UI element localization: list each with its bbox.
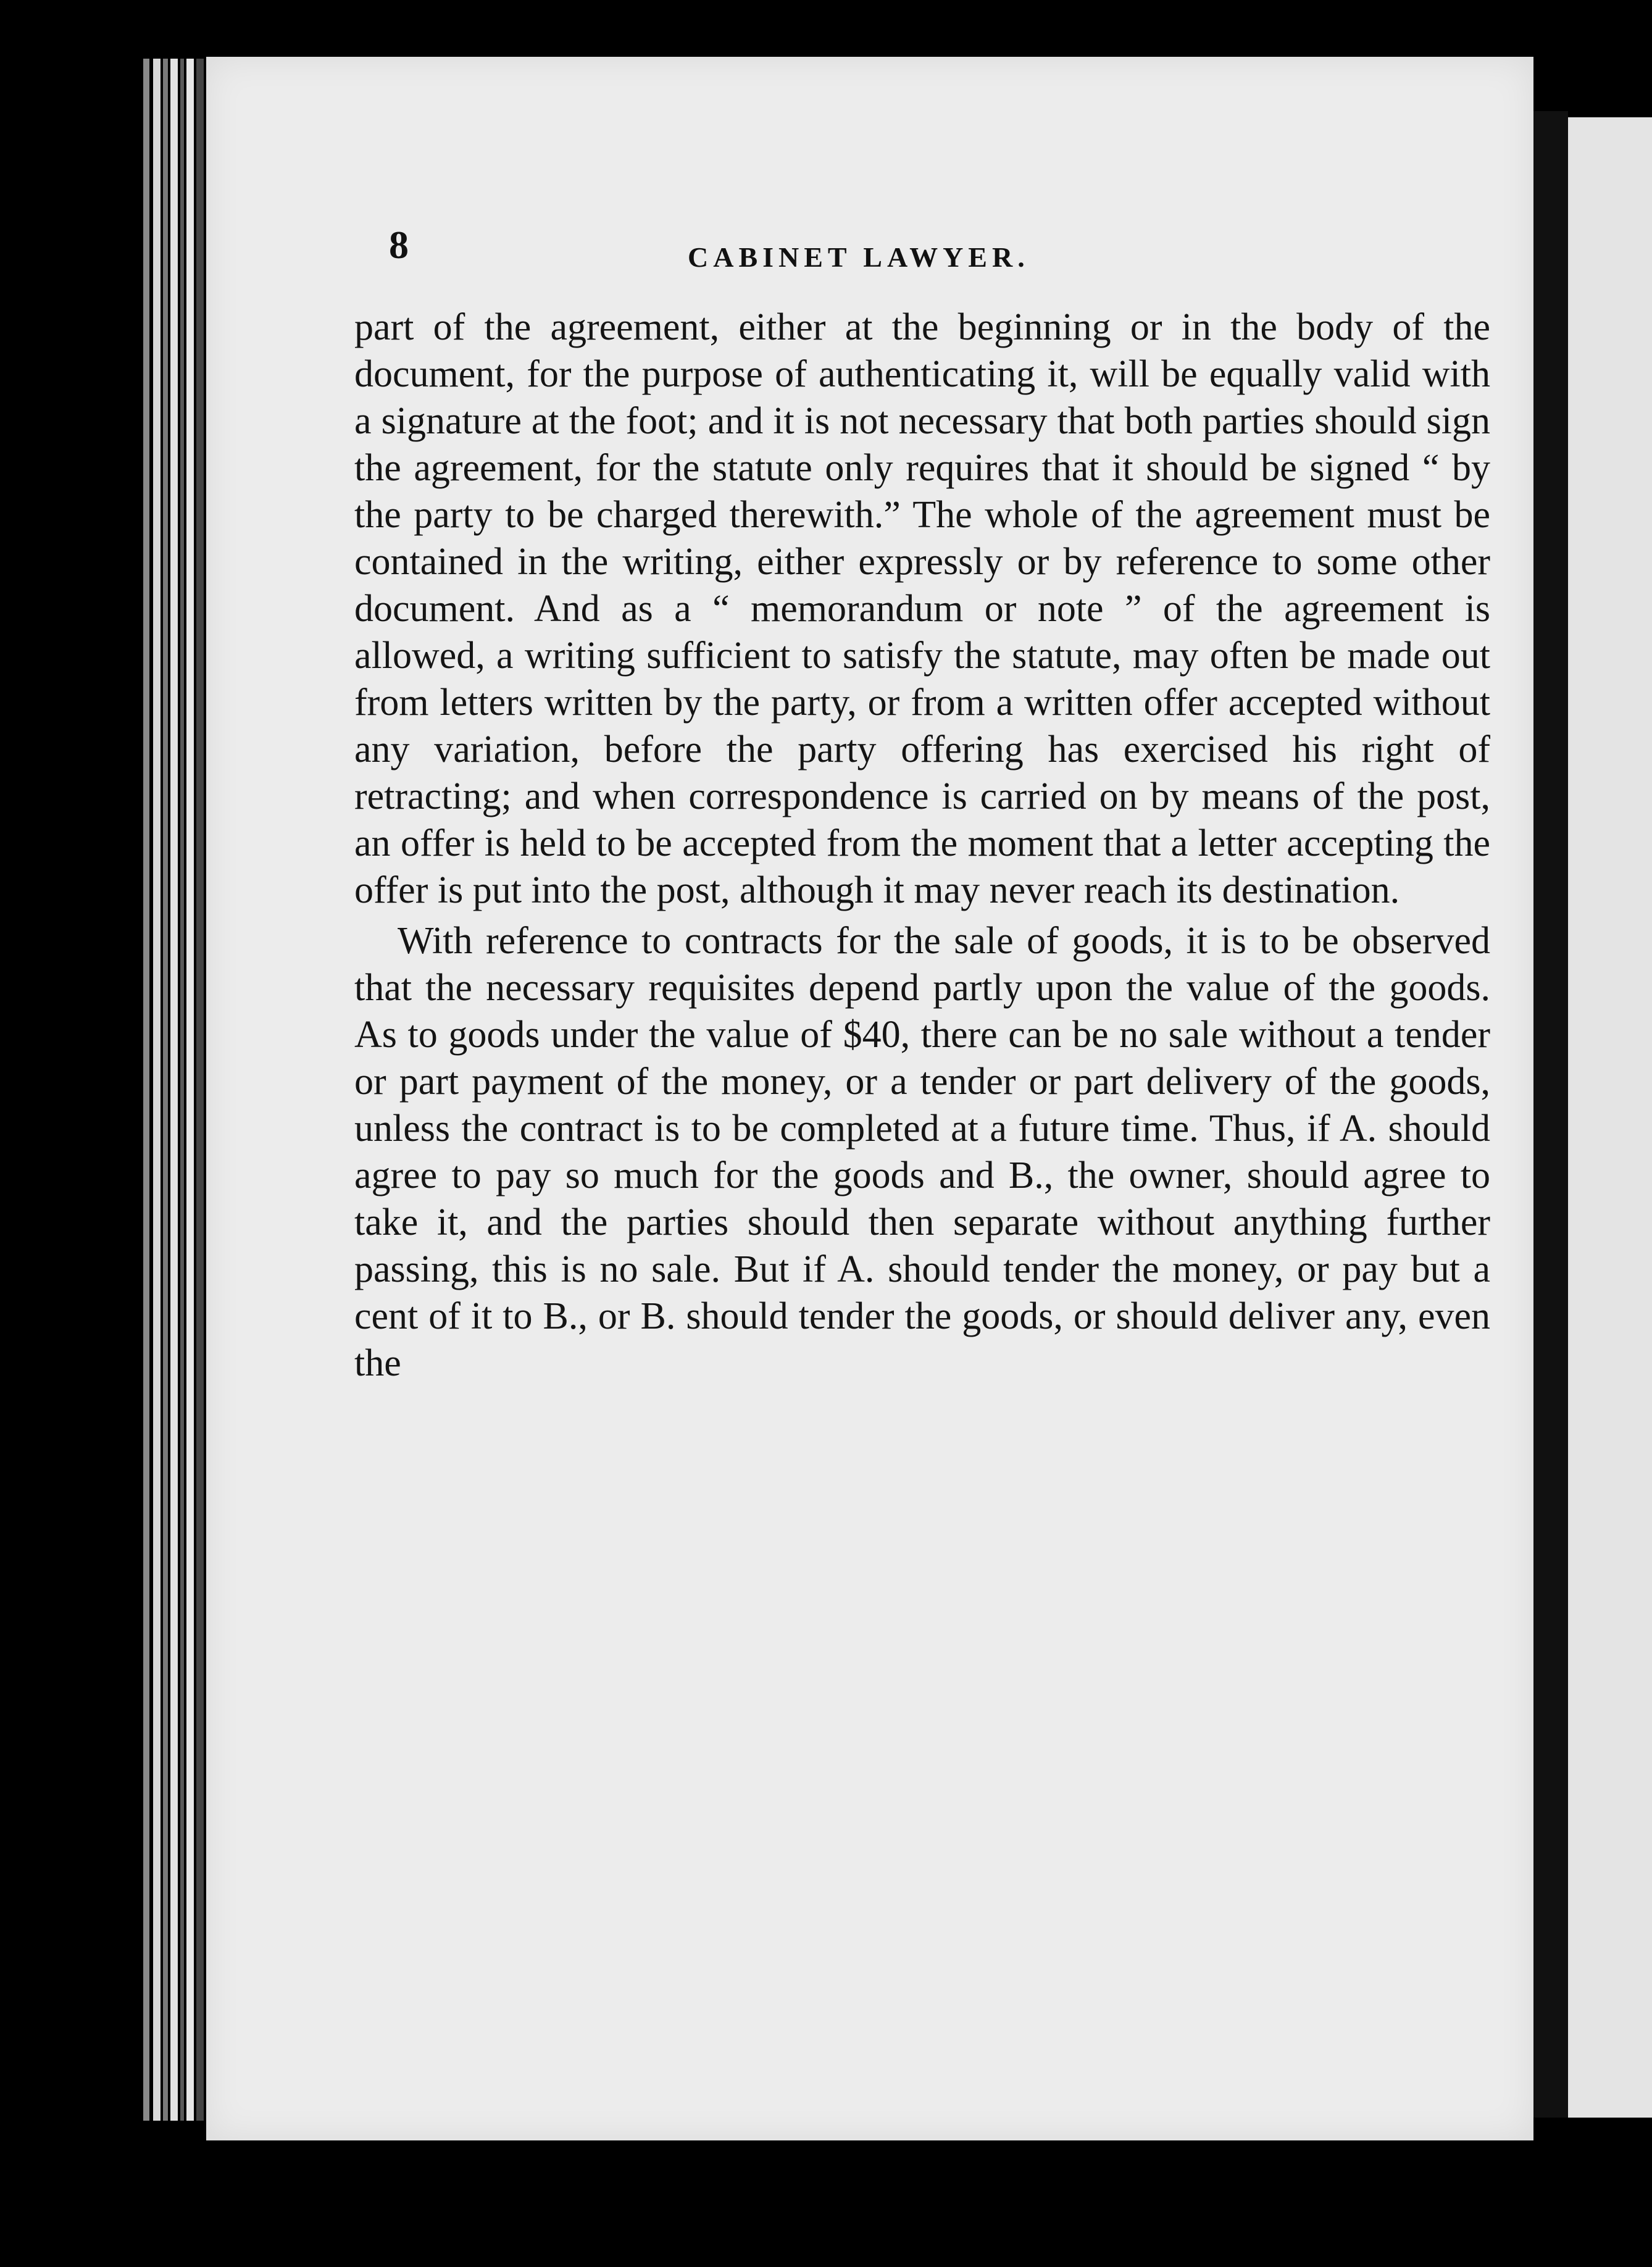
page-edge bbox=[180, 59, 184, 2121]
book-page bbox=[206, 57, 1533, 2140]
page-edge bbox=[143, 59, 149, 2121]
paragraph: part of the agreement, either at the beginning or in the body of the document, for the purpose of authenticating it, will be equally valid with a signature at the foot; and it is not necessary that both parties should sign the agreement, for the statute only requires that it should be signed “ by the party to be charged therewith.” The whole of the agreement must be contained in the writing, either expressly or by reference to some other document. And as a “ memorandum or note ” of the agreement is allowed, a writing sufficient to satisfy the statute, may often be made out from letters written by the party, or from a written offer accepted without any variation, before the party offering has exercised his right of retracting; and when correspondence is carried on by means of the post, an offer is held to be accepted from the moment that a letter accepting the offer is put into the post, although it may never reach its destination. bbox=[354, 306, 1490, 911]
page-number: 8 bbox=[389, 223, 409, 267]
paragraph: With reference to contracts for the sale of goods, it is to be observed that the necessary requisites depend partly upon the value of the goods. As to goods under the value of $40, there can be no sale without a tender or part payment of the money, or a tender or part delivery of the goods, unless the contract is to be completed at a future time. Thus, if A. should agree to pay so much for the goods and B., the owner, should agree to take it, and the parties should then separate without anything further passing, this is no sale. But if A. should tender the money, or pay but a cent of it to B., or B. should tender the goods, or should deliver any, even the bbox=[354, 920, 1490, 1384]
adjacent-page bbox=[1568, 117, 1652, 2118]
page-edge bbox=[196, 59, 204, 2121]
page-edge bbox=[170, 59, 178, 2121]
page-edge bbox=[153, 59, 161, 2121]
page-edge bbox=[163, 59, 168, 2121]
running-head: CABINET LAWYER. bbox=[688, 241, 1030, 273]
page-edge bbox=[186, 59, 194, 2121]
body-text bbox=[354, 304, 1490, 1387]
